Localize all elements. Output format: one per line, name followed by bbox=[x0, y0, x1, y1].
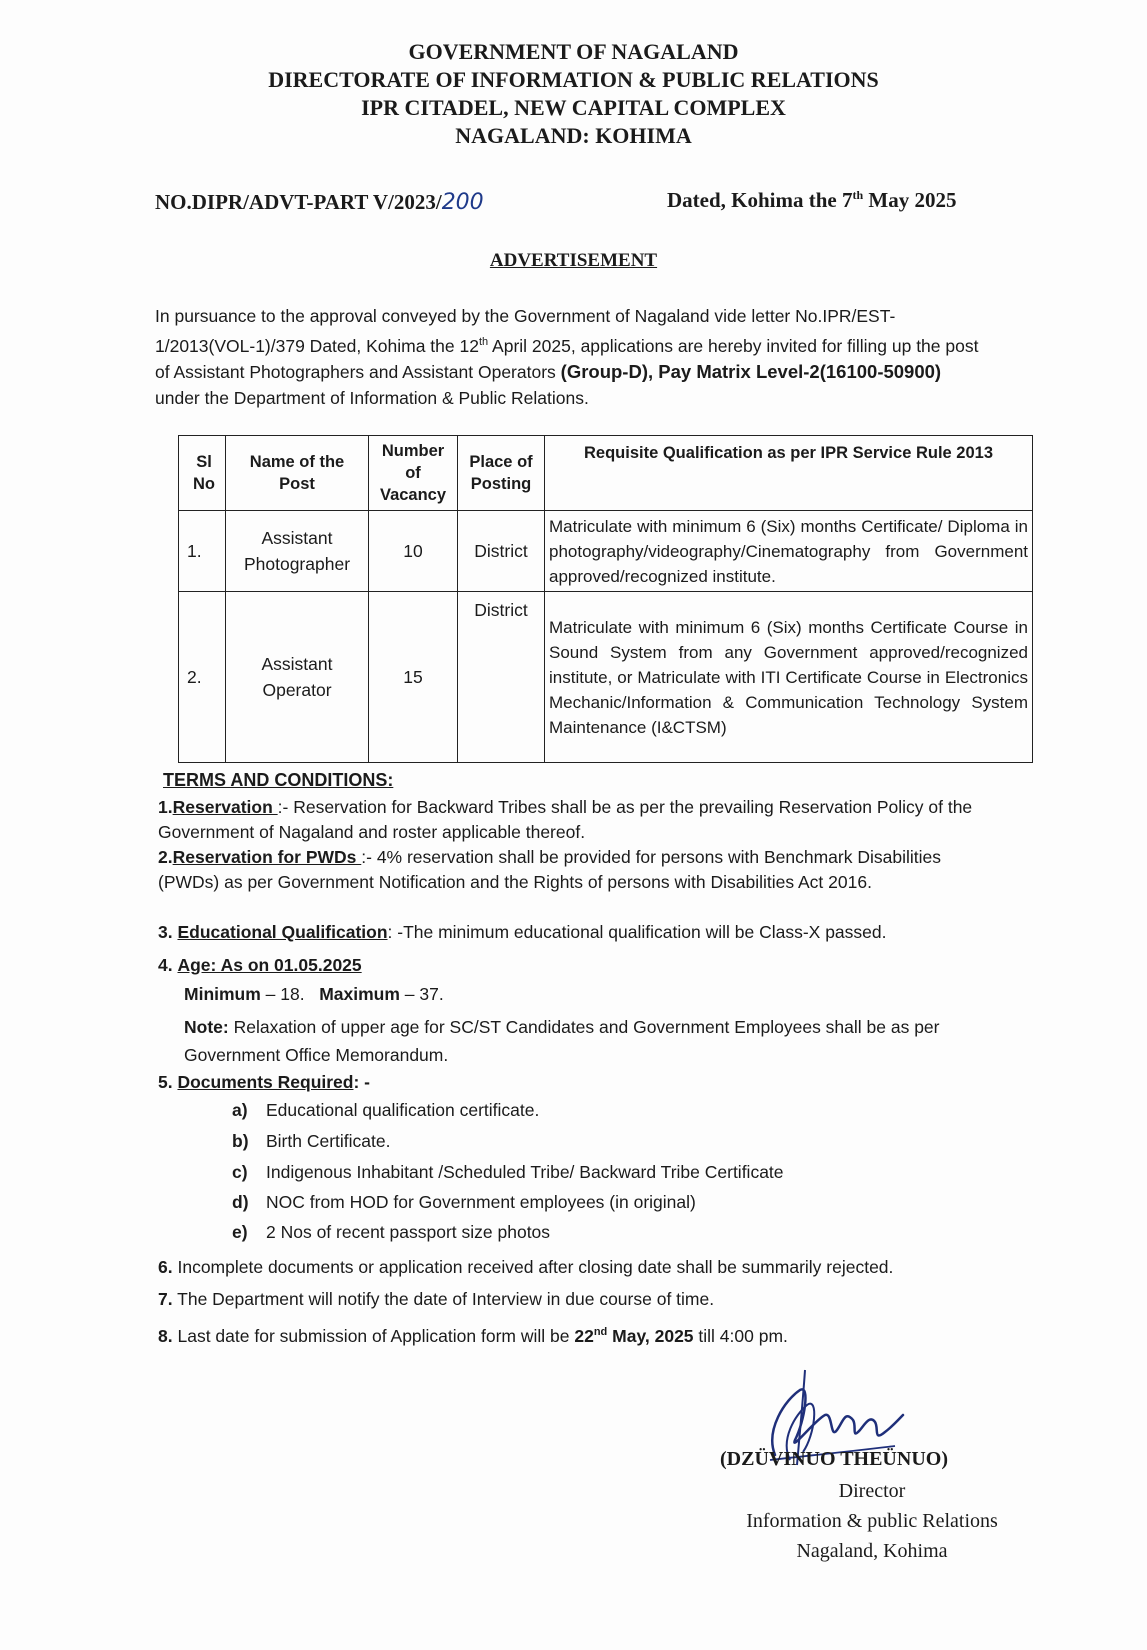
last-date-day: 22 bbox=[574, 1325, 594, 1346]
table-row bbox=[179, 511, 1033, 592]
table-header-row bbox=[179, 436, 1033, 511]
age-min-value: – 18. bbox=[260, 984, 305, 1004]
date-suffix: May 2025 bbox=[863, 188, 957, 212]
header-vacancy: Number of Vacancy bbox=[369, 436, 458, 511]
document-item bbox=[232, 1100, 539, 1121]
term-documents bbox=[158, 1070, 978, 1095]
header-line-city: NAGALAND: KOHIMA bbox=[455, 123, 692, 148]
table-row bbox=[179, 592, 1033, 763]
header-qualification: Requisite Qualification as per IPR Service Rule 2013 bbox=[545, 436, 1033, 511]
age-note-label: Note: bbox=[184, 1017, 229, 1037]
cell-post-name: Assistant Operator bbox=[226, 592, 369, 763]
document-item bbox=[232, 1222, 550, 1243]
intro-ordinal: th bbox=[478, 336, 489, 348]
document-item-text: NOC from HOD for Government employees (in original) bbox=[266, 1192, 696, 1212]
date-prefix: Dated, Kohima the 7 bbox=[667, 188, 853, 212]
document-item bbox=[232, 1192, 696, 1213]
term-age bbox=[158, 953, 978, 1069]
document-item-letter: c) bbox=[232, 1162, 248, 1182]
advertisement-title: ADVERTISEMENT bbox=[489, 250, 658, 271]
signatory-designation: Director bbox=[838, 1480, 906, 1502]
term-last-date bbox=[158, 1320, 978, 1349]
signatory-place: Nagaland, Kohima bbox=[796, 1540, 948, 1562]
cell-sl-no: 2. bbox=[179, 592, 226, 763]
term-number: 3. bbox=[158, 922, 173, 942]
header-sl-no: Sl No bbox=[179, 436, 226, 511]
term-reservation bbox=[158, 795, 978, 845]
term-number: 5. bbox=[158, 1072, 173, 1092]
last-date-month: May, 2025 bbox=[607, 1325, 694, 1346]
reference-number bbox=[155, 190, 484, 215]
term-text: The Department will notify the date of Interview in due course of time. bbox=[177, 1289, 715, 1309]
header-line-directorate: DIRECTORATE OF INFORMATION & PUBLIC RELATIONS bbox=[268, 67, 879, 92]
terms-heading: TERMS AND CONDITIONS: bbox=[163, 770, 394, 790]
cell-sl-no: 1. bbox=[179, 511, 226, 592]
vacancy-table bbox=[178, 435, 1033, 763]
age-max-value: – 37. bbox=[399, 984, 444, 1004]
issue-date bbox=[667, 188, 957, 213]
age-min-label: Minimum bbox=[184, 984, 261, 1004]
last-date-ordinal: nd bbox=[593, 1326, 608, 1338]
age-max-label: Maximum bbox=[319, 984, 400, 1004]
intro-paragraph bbox=[155, 303, 980, 411]
term-text: Last date for submission of Application form will be bbox=[177, 1325, 575, 1346]
document-item bbox=[232, 1131, 390, 1152]
intro-text-3: under the Department of Information & Public Relations. bbox=[155, 387, 589, 408]
document-item-text: Birth Certificate. bbox=[266, 1131, 391, 1151]
intro-pay-matrix: (Group-D), Pay Matrix Level-2(16100-50900) bbox=[560, 360, 942, 382]
term-text: :- 4% reservation shall be provided for persons with Benchmark Disabilities (PWDs) as per Government Notification and the Rights of persons with Disabilities Act 2016. bbox=[158, 847, 941, 892]
term-key: Documents Required bbox=[177, 1072, 354, 1092]
reference-handwritten-number: 200 bbox=[441, 190, 484, 215]
document-item-letter: d) bbox=[232, 1192, 249, 1212]
term-interview bbox=[158, 1287, 978, 1312]
term-number: 2. bbox=[158, 847, 173, 867]
header-line-government: GOVERNMENT OF NAGALAND bbox=[408, 39, 739, 64]
term-number: 8. bbox=[158, 1325, 173, 1346]
signatory-name: (DZÜVINUO THEÜNUO) bbox=[720, 1448, 948, 1470]
document-item-letter: a) bbox=[232, 1100, 248, 1120]
document-item-letter: b) bbox=[232, 1131, 249, 1151]
document-item bbox=[232, 1162, 784, 1183]
term-key: Educational Qualification bbox=[177, 922, 388, 942]
letterhead bbox=[0, 38, 1147, 150]
header-line-address: IPR CITADEL, NEW CAPITAL COMPLEX bbox=[361, 95, 786, 120]
term-key: Reservation for PWDs bbox=[172, 847, 362, 867]
term-number: 1. bbox=[158, 797, 173, 817]
cell-place: District bbox=[458, 511, 545, 592]
document-item-letter: e) bbox=[232, 1222, 248, 1242]
term-reservation-pwds bbox=[158, 845, 978, 895]
cell-place: District bbox=[458, 592, 545, 763]
document-item-text: Educational qualification certificate. bbox=[266, 1100, 540, 1120]
term-educational-qualification bbox=[158, 920, 978, 945]
header-post-name: Name of the Post bbox=[226, 436, 369, 511]
term-suffix: : - bbox=[353, 1072, 371, 1092]
intro-text-2: April 2025, applications are hereby invited for filling up the post of Assistant Photographers and Assistant Operators bbox=[155, 335, 979, 382]
age-limits bbox=[158, 982, 978, 1007]
term-number: 7. bbox=[158, 1289, 173, 1309]
date-ordinal: th bbox=[852, 188, 864, 202]
term-text: Incomplete documents or application received after closing date shall be summarily rejected. bbox=[177, 1257, 894, 1277]
term-key: Age: As on 01.05.2025 bbox=[177, 955, 362, 975]
term-incomplete-documents bbox=[158, 1255, 978, 1280]
cell-vacancy: 10 bbox=[369, 511, 458, 592]
term-number: 4. bbox=[158, 955, 173, 975]
cell-vacancy: 15 bbox=[369, 592, 458, 763]
cell-post-name: Assistant Photographer bbox=[226, 511, 369, 592]
cell-qualification: Matriculate with minimum 6 (Six) months Certificate Course in Sound System from any Government approved/recognized institute, or Matriculate with ITI Certificate Course in Electronics Mechanic/Information & Communication Technology System Maintenance (I&CTSM) bbox=[545, 592, 1033, 763]
last-date-time: till 4:00 pm. bbox=[693, 1325, 788, 1346]
signatory-office: Information & public Relations bbox=[746, 1510, 998, 1532]
term-key: Reservation bbox=[172, 797, 278, 817]
header-place: Place of Posting bbox=[458, 436, 545, 511]
document-item-text: Indigenous Inhabitant /Scheduled Tribe/ Backward Tribe Certificate bbox=[266, 1162, 784, 1182]
cell-qualification: Matriculate with minimum 6 (Six) months Certificate/ Diploma in photography/videography/Cinematography from Government approved/recognized institute. bbox=[545, 511, 1033, 592]
document-item-text: 2 Nos of recent passport size photos bbox=[266, 1222, 551, 1242]
term-number: 6. bbox=[158, 1257, 173, 1277]
term-text: :- Reservation for Backward Tribes shall be as per the prevailing Reservation Policy of the Government of Nagaland and roster applicable thereof. bbox=[158, 797, 973, 842]
age-note-text: Relaxation of upper age for SC/ST Candidates and Government Employees shall be as per Government Office Memorandum. bbox=[184, 1017, 940, 1065]
term-text: : -The minimum educational qualification will be Class-X passed. bbox=[387, 922, 887, 942]
age-note bbox=[158, 1013, 978, 1069]
reference-number-text: NO.DIPR/ADVT-PART V/2023/ bbox=[155, 190, 442, 214]
intro-text-1: In pursuance to the approval conveyed by the Government of Nagaland vide letter No.IPR/EST-1/2013(VOL-1)/379 Dated, Kohima the 12 bbox=[155, 306, 896, 356]
